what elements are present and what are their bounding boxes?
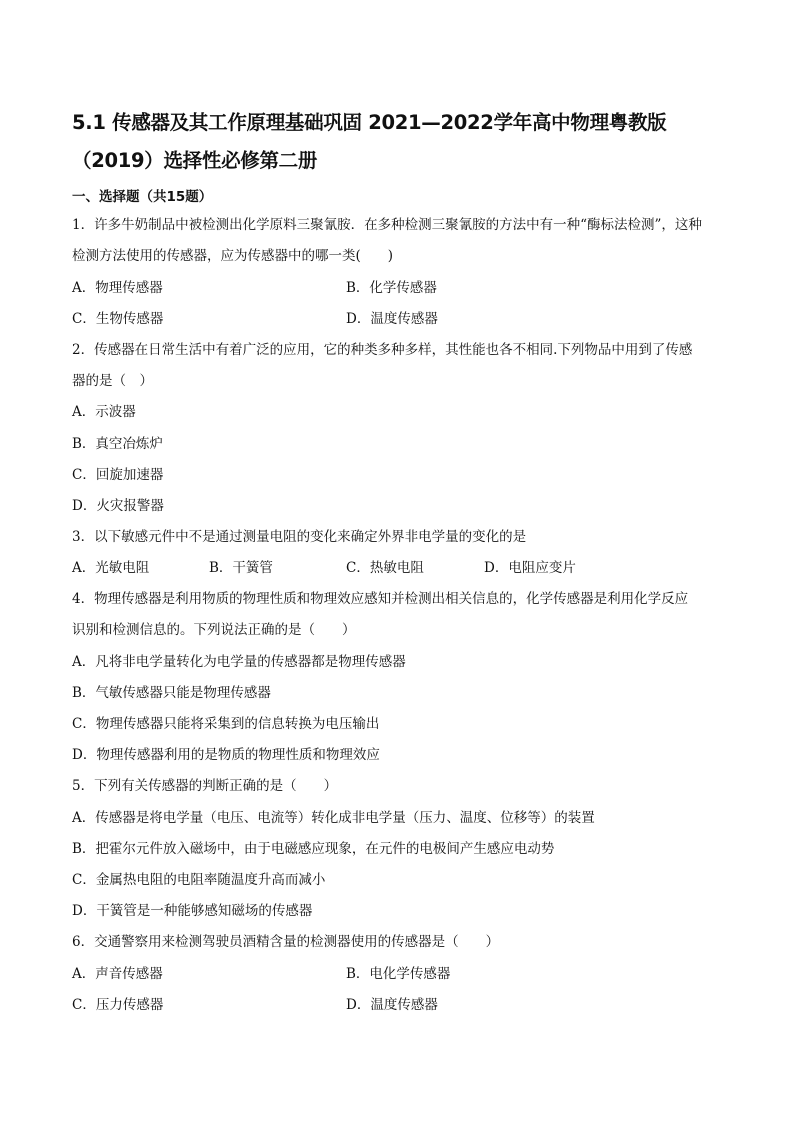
section-heading: 一、选择题（共15题） (72, 189, 213, 205)
question-2-option-d: D．火灾报警器 (72, 498, 164, 514)
question-3-option-b: B．干簧管 (209, 560, 273, 576)
title-line-1: 5.1 传感器及其工作原理基础巩固 2021—2022学年高中物理粤教版 (72, 111, 667, 134)
question-6-stem-line-1: 6．交通警察用来检测驾驶员酒精含量的检测器使用的传感器是（ ） (72, 934, 500, 950)
question-1-stem-line-1: 1．许多牛奶制品中被检测出化学原料三聚氰胺．在多种检测三聚氰胺的方法中有一种“酶标法检测”，这种 (72, 217, 702, 233)
question-1-option-b: B．化学传感器 (346, 280, 437, 296)
question-3-option-a: A．光敏电阻 (72, 560, 150, 576)
question-6-option-a: A．声音传感器 (72, 966, 163, 982)
question-2-option-b: B．真空冶炼炉 (72, 436, 163, 452)
question-4-option-d: D．物理传感器利用的是物质的物理性质和物理效应 (72, 747, 380, 763)
question-4-option-a: A．凡将非电学量转化为电学量的传感器都是物理传感器 (72, 654, 406, 670)
question-1-stem-line-2: 检测方法使用的传感器，应为传感器中的哪一类( ) (72, 248, 394, 264)
document-title (72, 104, 732, 180)
question-1-option-a: A．物理传感器 (72, 280, 163, 296)
question-5-option-b: B．把霍尔元件放入磁场中，由于电磁感应现象，在元件的电极间产生感应电动势 (72, 841, 555, 857)
question-5-stem-line-1: 5．下列有关传感器的判断正确的是（ ） (72, 778, 338, 794)
title-line-2: （2019）选择性必修第二册 (72, 149, 318, 172)
question-3-option-c: C．热敏电阻 (346, 560, 424, 576)
question-4-option-b: B．气敏传感器只能是物理传感器 (72, 685, 271, 701)
question-2-stem-line-1: 2．传感器在日常生活中有着广泛的应用，它的种类多种多样，其性能也各不相同.下列物品中用到了传感 (72, 342, 693, 358)
question-4-option-c: C．物理传感器只能将采集到的信息转换为电压输出 (72, 716, 380, 732)
question-5-option-c: C．金属热电阻的电阻率随温度升高而减小 (72, 872, 326, 888)
question-3-option-d: D．电阻应变片 (484, 560, 576, 576)
question-5-option-d: D．干簧管是一种能够感知磁场的传感器 (72, 903, 313, 919)
question-4-stem-line-1: 4．物理传感器是利用物质的物理性质和物理效应感知并检测出相关信息的，化学传感器是利用化学反应 (72, 591, 689, 607)
question-6-option-c: C．压力传感器 (72, 997, 164, 1013)
question-5-option-a: A．传感器是将电学量（电压、电流等）转化成非电学量（压力、温度、位移等）的装置 (72, 810, 595, 826)
question-6-option-b: B．电化学传感器 (346, 966, 451, 982)
question-1-option-d: D．温度传感器 (346, 311, 438, 327)
question-1-option-c: C．生物传感器 (72, 311, 164, 327)
question-6-option-d: D．温度传感器 (346, 997, 438, 1013)
question-2-option-c: C．回旋加速器 (72, 467, 164, 483)
question-4-stem-line-2: 识别和检测信息的。下列说法正确的是（ ） (72, 622, 356, 638)
question-3-stem-line-1: 3．以下敏感元件中不是通过测量电阻的变化来确定外界非电学量的变化的是 (72, 529, 527, 545)
question-2-stem-line-2: 器的是（ ） (72, 373, 153, 389)
question-2-option-a: A．示波器 (72, 404, 136, 420)
